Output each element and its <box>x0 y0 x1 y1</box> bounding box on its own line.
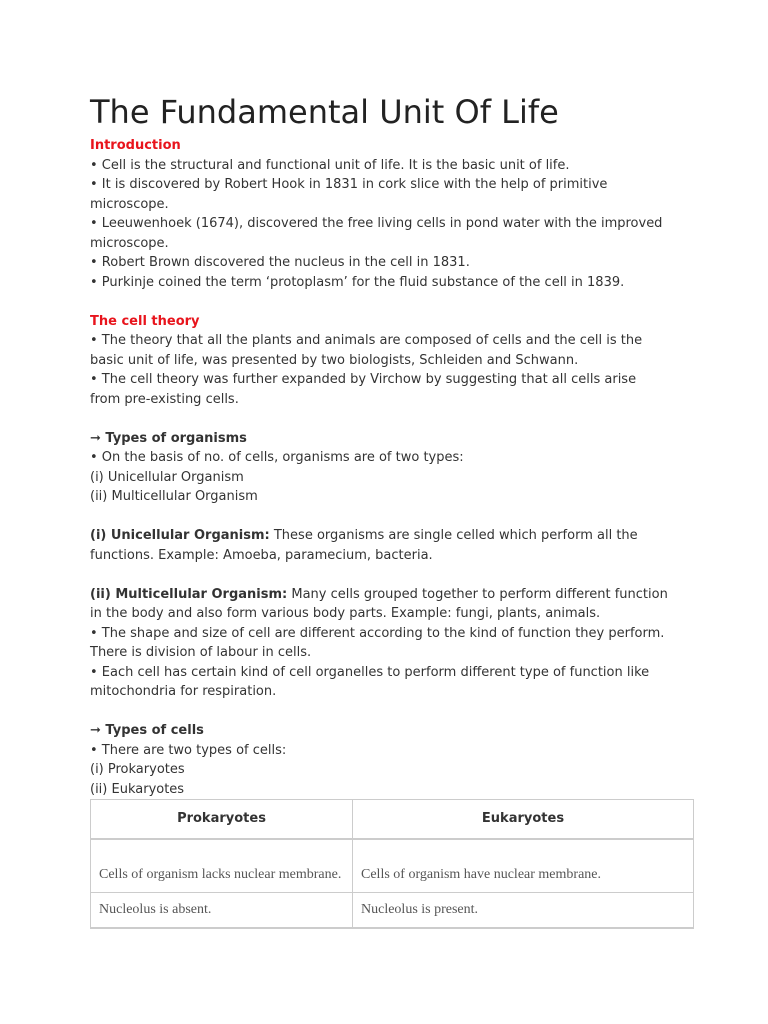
intro-line: microscope. <box>90 235 169 251</box>
types-organisms-heading: ➞ Types of organisms <box>90 430 247 446</box>
spacer <box>90 565 710 585</box>
document-page <box>90 92 710 929</box>
multicellular-line: in the body and also form various body parts. Example: fungi, plants, animals. <box>90 606 601 621</box>
table-cell: Cells of organism have nuclear membrane. <box>353 839 694 893</box>
table-cell: Cells of organism lacks nuclear membrane. <box>91 839 353 893</box>
unicellular-section <box>90 526 710 565</box>
multicellular-text: Many cells grouped together to perform different function <box>287 586 668 602</box>
page-title: The Fundamental Unit Of Life <box>90 93 559 131</box>
table-cell: Nucleolus is absent. <box>91 893 353 929</box>
unicellular-label: (i) Unicellular Organism: <box>90 528 270 543</box>
multicellular-line <box>90 585 710 605</box>
cell-theory-section <box>90 312 710 410</box>
table-cell: Nucleolus is present. <box>353 893 694 929</box>
unicellular-text: These organisms are single celled which perform all the <box>269 528 638 543</box>
cell-theory-line: from pre-existing cells. <box>90 391 239 407</box>
types-cells-section <box>90 721 710 799</box>
multicellular-label: (ii) Multicellular Organism: <box>90 586 288 602</box>
types-organisms-line: (i) Unicellular Organism <box>90 469 244 485</box>
types-organisms-line: (ii) Multicellular Organism <box>90 489 258 504</box>
multicellular-section <box>90 585 710 702</box>
spacer <box>90 292 710 312</box>
multicellular-line: • Each cell has certain kind of cell organelles to perform different type of function like <box>90 664 650 680</box>
spacer <box>90 409 710 429</box>
spacer <box>90 702 710 722</box>
multicellular-line: mitochondria for respiration. <box>90 684 277 699</box>
cell-theory-line: • The cell theory was further expanded by Virchow by suggesting that all cells arise <box>90 372 637 387</box>
intro-line: • Robert Brown discovered the nucleus in the cell in 1831. <box>90 255 470 270</box>
intro-heading: Introduction <box>90 138 181 153</box>
multicellular-line: There is division of labour in cells. <box>90 645 312 660</box>
intro-line: • Leeuwenhoek (1674), discovered the free living cells in pond water with the improved <box>90 216 663 231</box>
table-header-row <box>91 800 694 840</box>
intro-line: • It is discovered by Robert Hook in 1831 in cork slice with the help of primitive <box>90 177 608 192</box>
unicellular-line: functions. Example: Amoeba, paramecium, bacteria. <box>90 547 433 563</box>
intro-line: microscope. <box>90 196 169 212</box>
cell-theory-heading: The cell theory <box>90 313 200 329</box>
table-row <box>91 839 694 893</box>
types-cells-heading: ➞ Types of cells <box>90 723 204 738</box>
cell-theory-line: • The theory that all the plants and animals are composed of cells and the cell is the <box>90 333 643 348</box>
spacer <box>90 507 710 527</box>
table-row <box>91 893 694 929</box>
types-cells-line: (ii) Eukaryotes <box>90 781 185 797</box>
intro-section <box>90 136 710 292</box>
types-cells-line: (i) Prokaryotes <box>90 762 185 777</box>
intro-line: • Purkinje coined the term ‘protoplasm’ for the fluid substance of the cell in 1839. <box>90 274 625 290</box>
unicellular-line <box>90 526 710 546</box>
cell-theory-line: basic unit of life, was presented by two biologists, Schleiden and Schwann. <box>90 352 579 368</box>
types-organisms-line: • On the basis of no. of cells, organisms are of two types: <box>90 450 464 465</box>
types-cells-line: • There are two types of cells: <box>90 742 287 758</box>
table-header-cell: Eukaryotes <box>353 800 694 840</box>
types-organisms-section <box>90 429 710 507</box>
comparison-table <box>90 799 694 929</box>
multicellular-line: • The shape and size of cell are different according to the kind of function they perform. <box>90 625 665 641</box>
table-header-cell: Prokaryotes <box>91 800 353 840</box>
intro-line: • Cell is the structural and functional unit of life. It is the basic unit of life. <box>90 157 570 173</box>
